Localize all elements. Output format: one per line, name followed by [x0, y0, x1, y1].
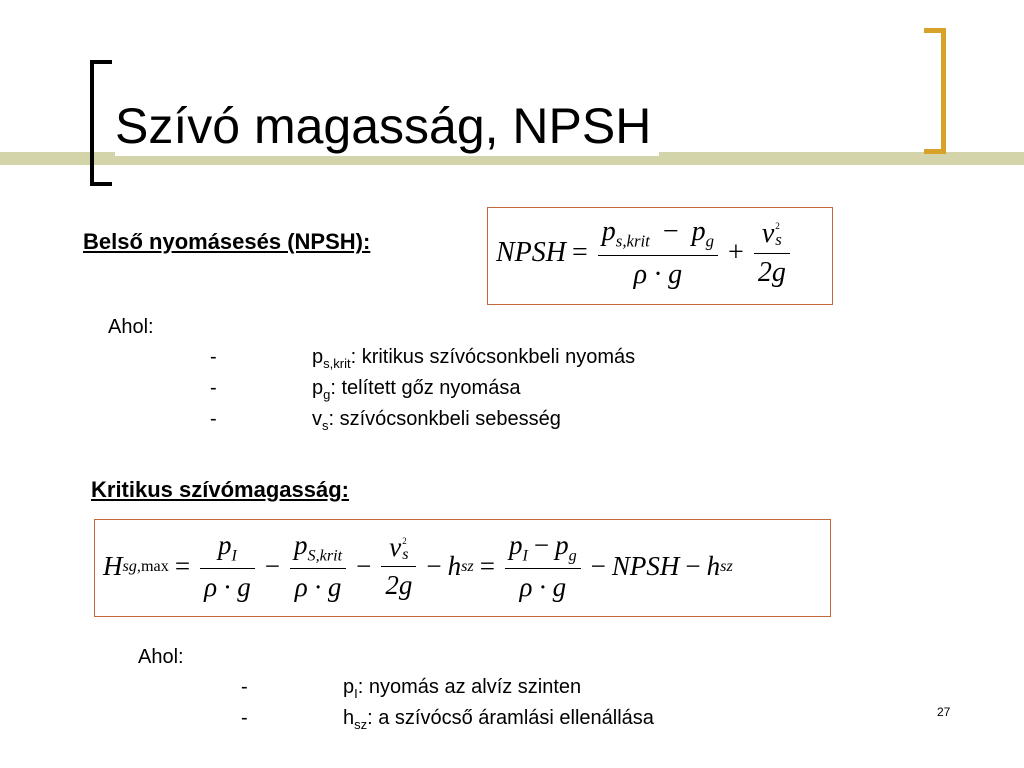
definition-list-2 [0, 672, 1024, 734]
formula-h: h [706, 551, 721, 582]
definition-text: : kritikus szívócsonkbeli nyomás [350, 346, 636, 368]
formula-p: p [217, 530, 232, 560]
formula-sub-S: S [307, 546, 316, 565]
list-dash: - [210, 346, 217, 368]
npsh-heading: Belső nyomásesés (NPSH): [83, 229, 371, 254]
list-item [0, 404, 1024, 435]
list-item [0, 342, 1024, 373]
formula-sub-s: s [402, 545, 409, 564]
where-label-2: Ahol: [138, 646, 184, 668]
right-bracket-decoration [924, 28, 946, 154]
formula-denominator-1: ρ · g [598, 255, 718, 291]
formula-p: p [601, 216, 616, 247]
definition-subscript: I [354, 686, 358, 701]
formula-lhs: NPSH [496, 237, 566, 269]
definition-subscript: sz [354, 717, 368, 732]
definition-list-1 [0, 342, 1024, 435]
formula-H: H [103, 551, 123, 582]
formula-p: p [294, 530, 308, 560]
formula-fraction-3 [381, 532, 416, 601]
definition-symbol: p [343, 676, 355, 698]
formula-fraction-4 [505, 530, 581, 603]
formula-denominator-2: 2g [754, 253, 790, 289]
formula-sub-g: g [568, 546, 577, 565]
formula-p2: p [691, 216, 706, 247]
formula-fraction-velocity [754, 218, 790, 289]
definition-symbol: h [343, 707, 355, 729]
formula-minus: − [685, 551, 701, 582]
formula-fraction-2 [290, 530, 346, 603]
formula-minus: − [356, 551, 372, 582]
list-item [0, 373, 1024, 404]
formula-v: v [761, 217, 775, 249]
where-label-1: Ahol: [108, 316, 154, 338]
page-number: 27 [937, 705, 951, 719]
formula-equals: = [572, 237, 588, 269]
formula-sub-max: ,max [136, 557, 169, 576]
formula-sup-2: 2 [775, 221, 780, 232]
formula-sub-krit: ,krit [315, 546, 343, 565]
formula-equals: = [174, 551, 191, 582]
definition-text: : telített gőz nyomása [330, 377, 521, 399]
formula-v: v [389, 532, 402, 563]
list-dash: - [241, 707, 248, 729]
formula-sub-sz: sz [461, 557, 474, 576]
critical-height-heading: Kritikus szívómagasság: [91, 477, 349, 502]
formula-sub-I: I [522, 546, 528, 565]
definition-symbol: p [312, 346, 324, 368]
formula-sub-I: I [231, 546, 237, 565]
list-item [0, 703, 1024, 734]
slide-title: Szívó magasság, NPSH [115, 96, 659, 156]
definition-text: : szívócsonkbeli sebesség [328, 408, 561, 430]
formula-sub-g: g [705, 231, 715, 251]
formula-fraction-1 [200, 530, 255, 603]
list-dash: - [210, 377, 217, 399]
definition-subscript: s,krit [323, 356, 351, 371]
critical-height-formula-box [94, 519, 831, 617]
formula-denominator: 2g [381, 566, 416, 601]
definition-symbol: p [312, 377, 324, 399]
formula-denominator: ρ · g [200, 568, 255, 603]
formula-sup-2: 2 [402, 536, 407, 547]
formula-p: p [555, 530, 569, 560]
npsh-formula [496, 216, 794, 291]
formula-equals: = [479, 551, 495, 582]
formula-minus: − [264, 551, 281, 582]
list-item [0, 672, 1024, 703]
formula-sub-s: s [775, 229, 782, 249]
left-bracket-decoration [90, 60, 112, 186]
critical-height-formula [103, 530, 733, 603]
formula-denominator: ρ · g [505, 568, 581, 603]
definition-text: : a szívócső áramlási ellenállása [367, 707, 654, 729]
formula-fraction-pressure [598, 216, 718, 291]
formula-sub-sg: sg [122, 557, 137, 576]
list-dash: - [241, 676, 248, 698]
formula-p: p [508, 530, 523, 560]
formula-minus: − [662, 216, 679, 247]
definition-symbol: v [312, 408, 322, 430]
formula-sub-skrit: s,krit [615, 231, 650, 251]
formula-npsh: NPSH [611, 551, 680, 582]
formula-plus: + [728, 237, 744, 269]
formula-sub-sz: sz [720, 557, 733, 576]
definition-subscript: s [322, 418, 329, 433]
definition-text: : nyomás az alvíz szinten [357, 676, 582, 698]
formula-minus: − [590, 551, 606, 582]
formula-denominator: ρ · g [290, 568, 346, 603]
formula-minus: − [426, 551, 442, 582]
list-dash: - [210, 408, 217, 430]
formula-h: h [447, 551, 462, 582]
npsh-formula-box [487, 207, 833, 305]
formula-minus: − [533, 530, 550, 560]
definition-subscript: g [323, 387, 331, 402]
